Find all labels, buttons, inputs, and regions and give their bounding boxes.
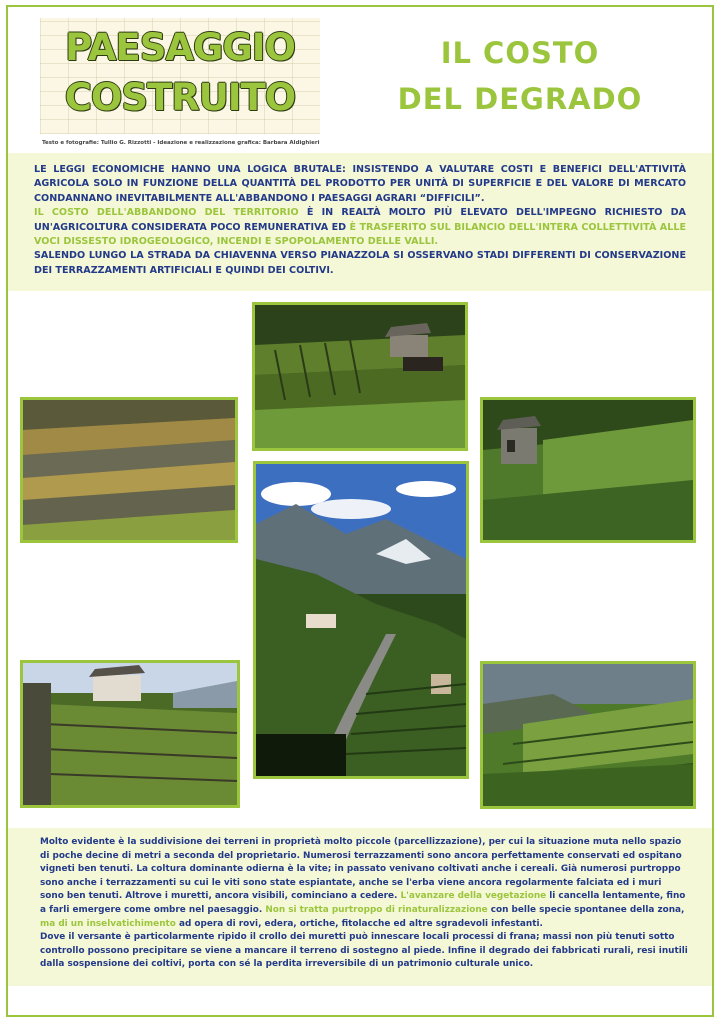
description-paragraph-1 (40, 836, 688, 931)
photo-vineyard-hut (252, 302, 468, 451)
photo-valley-panorama (253, 461, 469, 779)
logo-line-1: PAESAGGIO (65, 26, 295, 69)
intro-text-3: SALENDO LUNGO LA STRADA DA CHIAVENNA VERSO PIANAZZOLA SI OSSERVANO STADI DIFFERENTI DI CONSERVAZIONE DEI TERRAZZAMENTI ARTIFICIALI E QUINDI DEI COLTIVI. (34, 250, 686, 276)
intro-highlight-1: IL COSTO DELL'ABBANDONO DEL TERRITORIO (34, 207, 299, 219)
intro-text-1: LE LEGGI ECONOMICHE HANNO UNA LOGICA BRUTALE: INSISTENDO A VALUTARE COSTI E BENEFICI DELL'ATTIVITÀ AGRICOLA SOLO IN FUNZIONE DELLA QUANTITÀ DEL PRODOTTO PER UNITÀ DI SUPERFICIE E DEL VALORE DI MERCATO CONDANNANO INEVITABILMENTE ALL'ABBANDONO I PAESAGGI AGRARI “DIFFICILI”. (34, 164, 686, 204)
intro-text-2: È IN REALTÀ MOLTO PIÙ ELEVATO DELL'IMPEGNO RICHIESTO DA UN'AGRICOLTURA CONSIDERATA POCO REMUNERATIVA ED (34, 207, 686, 233)
logo-line-2: COSTRUITO (64, 76, 296, 119)
description-highlight-2: Non si tratta purtroppo di rinaturalizzazione (265, 904, 488, 915)
photo-steep-terraces-house (20, 660, 240, 808)
title-line-1: IL COSTO (440, 36, 600, 70)
description-text-2: li cancella lentamente, fino a farli emergere come ombre nel paesaggio. (40, 891, 686, 915)
photo-stone-terraces (20, 397, 238, 543)
credits: Testo e fotografie: Tullio G. Rizzotti - Ideazione e realizzazione grafica: Barbara Aldighieri (42, 140, 320, 146)
intro-band (8, 153, 712, 291)
description-highlight-3: ma di un inselvatichimento (40, 918, 176, 929)
photo-overgrown-ruin (480, 397, 696, 543)
title-line-2: DEL DEGRADO (397, 82, 643, 116)
logo (40, 18, 320, 134)
description-text-4: ad opera di rovi, edera, ortiche, fitolacche ed altre sgradevoli infestanti. (175, 918, 543, 929)
description-text-1: Molto evidente è la suddivisione dei terreni in proprietà molto piccole (parcellizzazione), per cui la situazione muta nello spazio di poche decine di metri a seconda del proprietario. Numerosi terrazzamenti sono ancora perfettamente conservati ed ospitano vigneti ben tenuti. La coltura dominante odierna è la vite; in passato venivano coltivati anche i cereali. Già numerosi purtroppo sono anche i terrazzamenti su cui le viti sono state espiantate, anche se l'erba viene ancora regolarmente falciata ed i muri sono ben tenuti. Altrove i muretti, ancora visibili, cominciano a cedere. (40, 837, 682, 902)
description-highlight-1: L'avanzare della vegetazione (400, 891, 547, 902)
description-paragraph-2: Dove il versante è particolarmente ripido il crollo dei muretti può innescare locali processi di frana; massi non più tenuti sotto controllo possono precipitare se viene a mancare il terreno di sostegno al piede. Infine il degrado dei fabbricati rurali, resi inutili dalla sospensione dei coltivi, porta con sé la perdita irreversibile di un patrimonio culturale unico. (40, 932, 688, 970)
description-band (8, 828, 712, 986)
description-text-3: con belle specie spontanee della zona, (487, 904, 685, 915)
intro-paragraph (34, 163, 686, 278)
intro-highlight-2: È TRASFERITO SUL BILANCIO DELL'INTERA COLLETTIVITÀ ALLE VOCI DISSESTO IDROGEOLOGICO, INCENDI E SPOPOLAMENTO DELLE VALLI. (34, 221, 686, 248)
photo-green-terraces (480, 661, 696, 809)
